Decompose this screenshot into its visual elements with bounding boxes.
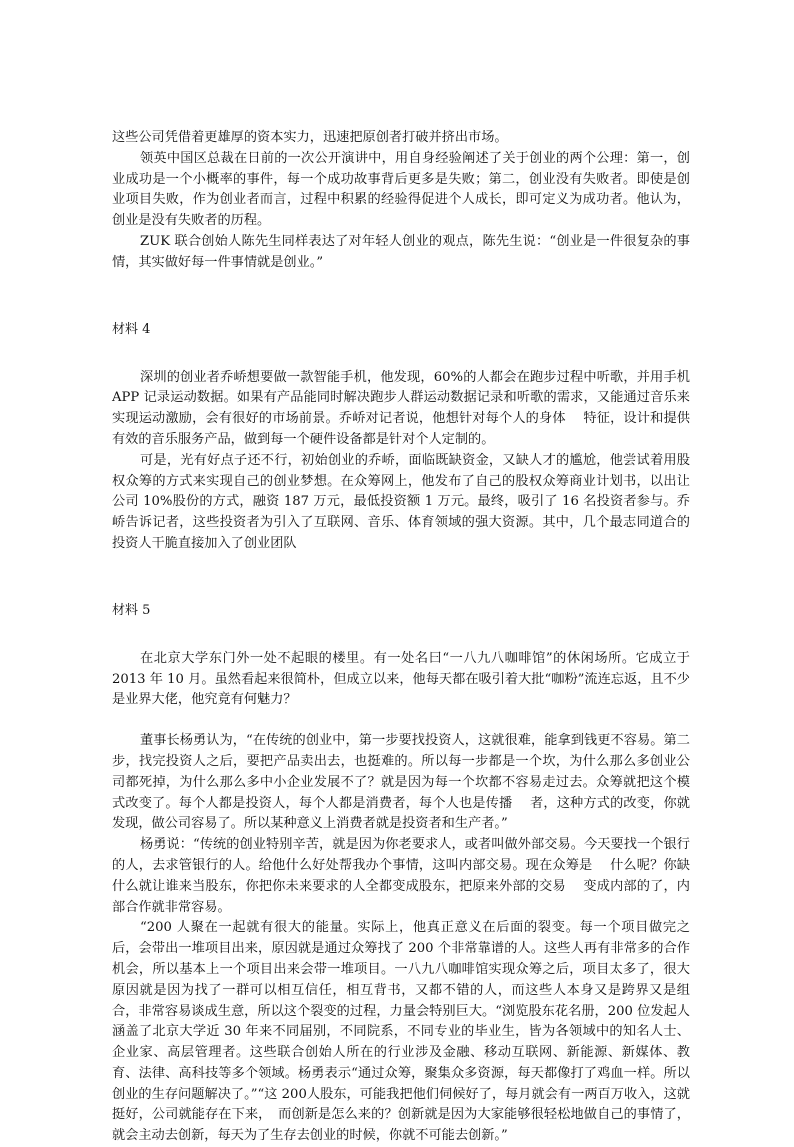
intro-paragraph-2: 领英中国区总裁在日前的一次公开演讲中，用自身经验阐述了关于创业的两个公理：第一，创业成功是一个小概率的事件，每一个成功故事背后更多是失败；第二，创业没有失败者。即使是创业项目失败，作为创业者而言，过程中积累的经验得促进个人成长，即可定义为成功者。他认为，创业是没有失败者的历程。 (112, 150, 690, 229)
document-page (112, 128, 690, 1147)
material-5-paragraph-4: “200 人聚在一起就有很大的能量。实际上，他真正意义在后面的裂变。每一个项目做完之后，会带出一堆项目出来，原因就是通过众筹找了 200 个非常靠谱的人。这些人再有非常多的合作机会，所以基本上一个项目出来会带一堆项目。一八九八咖啡馆实现众筹之后，项目太多了，很大原因就是因为找了一群可以相互信任，相互背书，又都不错的人，而这些人本身又是跨界又是组合，非常容易谈成生意，所以这个裂变的过程，力量会特别巨大。“浏览股东花名册，200 位发起人涵盖了北京大学近 30 年来不同届别，不同院系，不同专业的毕业生，皆为各领域中的知名人士、企业家、高层管理者。这些联合创始人所在的行业涉及金融、移动互联网、新能源、新媒体、教育、法律、高科技等多个领域。杨勇表示“通过众筹，聚集众多资源，每天都像打了鸡血一样。所以创业的生存问题解决了。”“这 200人股东，可能我把他们伺候好了，每月就会有一两百万收入，这就挺好，公司就能存在下来， 而创新是怎么来的？创新就是因为大家能够很轻松地做自己的事情了，就会主动去创新，每天为了生存去创业的时候，你就不可能去创新。” (112, 920, 690, 1144)
material-5-paragraph-3: 杨勇说：“传统的创业特别辛苦，就是因为你老要求人，或者叫做外部交易。今天要找一个银行的人，去求管银行的人。给他什么好处帮我办个事情，这叫内部交易。现在众筹是 什么呢？你缺什么就让谁来当股东，你把你未来要求的人全都变成股东，把原来外部的交易 变成内部的了，内部合作就非常容易。 (112, 837, 690, 915)
material-4-heading: 材料 4 (112, 321, 151, 337)
intro-paragraph-1: 这些公司凭借着更雄厚的资本实力，迅速把原创者打破并挤出市场。 (112, 130, 508, 145)
material-5-paragraph-2: 董事长杨勇认为，“在传统的创业中，第一步要找投资人，这就很难，能拿到钱更不容易。第二步，找完投资人之后，要把产品卖出去，也挺难的。所以每一步都是一个坎，为什么那么多创业公司都死掉，为什么那么多中小企业发展不了？就是因为每一个坎都不容易走过去。众筹就把这个模式改变了。每个人都是投资人，每个人都是消费者，每个人也是传播 者，这种方式的改变，你就发现，做公司容易了。所以某种意义上消费者就是投资者和生产者。” (112, 733, 690, 832)
blank-line (112, 711, 690, 731)
material-5-heading: 材料 5 (112, 602, 151, 618)
material-5-paragraph-1: 在北京大学东门外一处不起眼的楼里。有一处名曰“一八九八咖啡馆”的休闲场所。它成立于 2013 年 10 月。虽然看起来很简朴，但成立以来，他每天都在吸引着大批“咖粉”流连忘返，且不少是业界大佬，他究竟有何魅力？ (112, 650, 690, 708)
intro-paragraph-3: ZUK 联合创始人陈先生同样表达了对年轻人创业的观点，陈先生说：“创业是一件很复杂的事情，其实做好每一件事情就是创业。” (112, 233, 690, 270)
material-4-paragraph-1: 深圳的创业者乔峤想要做一款智能手机，他发现，60%的人都会在跑步过程中听歌，并用手机 APP 记录运动数据。如果有产品能同时解决跑步人群运动数据记录和听歌的需求，又能通过音乐来实现运动激励，会有很好的市场前景。乔峤对记者说，他想针对每个人的身体 特征，设计和提供有效的音乐服务产品，做到每一个硬件设备都是针对个人定制的。 (112, 369, 690, 447)
material-4-paragraph-2: 可是，光有好点子还不行，初始创业的乔峤，面临既缺资金，又缺人才的尴尬，他尝试着用股权众筹的方式来实现自己的创业梦想。在众筹网上，他发布了自己的股权众筹商业计划书，以出让公司 10%股份的方式，融资 187 万元，最低投资额 1 万元。最终，吸引了 16 名投资者参与。乔峤告诉记者，这些投资者为引入了互联网、音乐、体育领域的强大资源。其中，几个最志同道合的投资人干脆直接加入了创业团队 (112, 452, 690, 551)
